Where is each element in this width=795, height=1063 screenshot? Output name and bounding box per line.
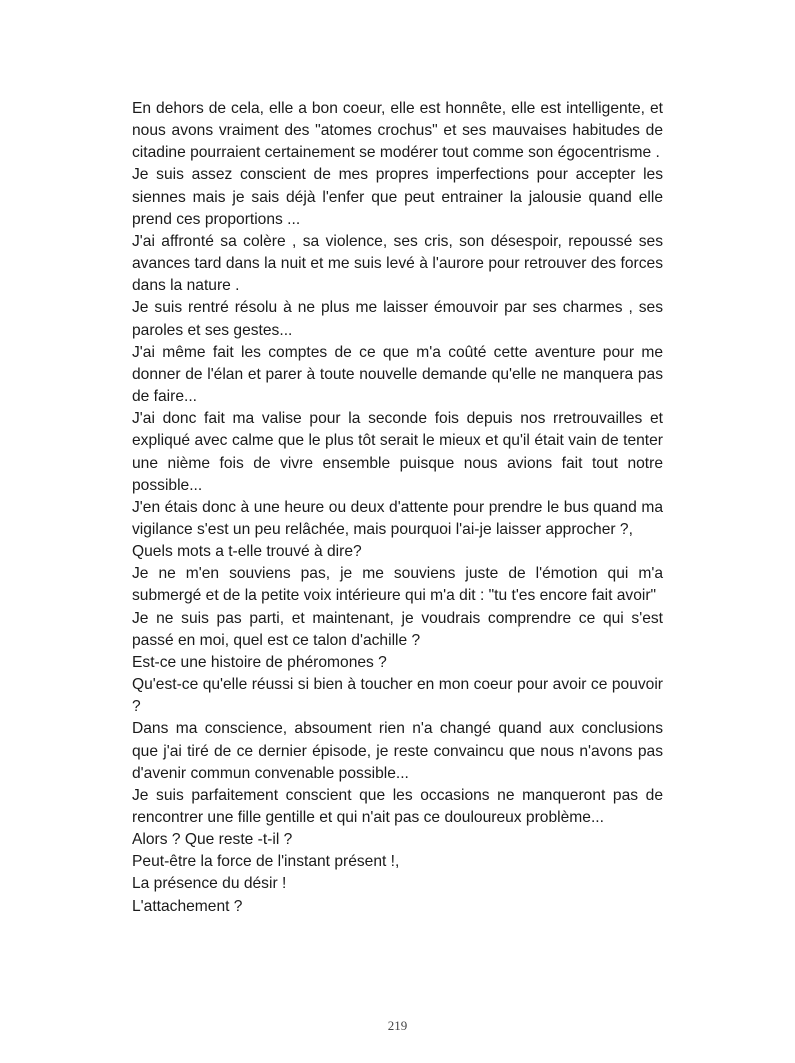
paragraph: Je suis parfaitement conscient que les occasions ne manqueront pas de rencontrer une fille gentille et qui n'ait pas ce douloureux problème... bbox=[132, 786, 663, 826]
paragraph: J'ai donc fait ma valise pour la seconde fois depuis nos rretrouvailles et expliqué avec calme que le plus tôt serait le mieux et qu'il était vain de tenter une nième fois de vivre ensemble puisque nous avions fait tout notre possible... bbox=[132, 410, 663, 494]
paragraph: La présence du désir ! bbox=[132, 875, 287, 893]
paragraph: J'ai affronté sa colère , sa violence, ses cris, son désespoir, repoussé ses avances tard dans la nuit et me suis levé à l'aurore pour retrouver des forces dans la nature . bbox=[132, 232, 663, 295]
paragraph: J'ai même fait les comptes de ce que m'a coûté cette aventure pour me donner de l'élan et parer à toute nouvelle demande qu'elle ne manquera pas de faire... bbox=[132, 343, 663, 406]
page-number: 219 bbox=[387, 1018, 408, 1033]
paragraph: L'attachement ? bbox=[132, 897, 243, 915]
paragraph: En dehors de cela, elle a bon coeur, elle est honnête, elle est intelligente, et nous avons vraiment des "atomes crochus" et ses mauvaises habitudes de citadine pourraient certainement se modérer tout comme son égocentrisme . bbox=[132, 100, 663, 162]
paragraph: Qu'est-ce qu'elle réussi si bien à toucher en mon coeur pour avoir ce pouvoir ? bbox=[132, 676, 663, 716]
paragraph: Alors ? Que reste -t-il ? bbox=[132, 831, 293, 849]
paragraph: Je ne m'en souviens pas, je me souviens juste de l'émotion qui m'a submergé et de la petite voix intérieure qui m'a dit : "tu t'es encore fait avoir" bbox=[132, 565, 663, 605]
paragraph: Peut-être la force de l'instant présent !, bbox=[132, 853, 400, 871]
paragraph: Je ne suis pas parti, et maintenant, je voudrais comprendre ce qui s'est passé en moi, quel est ce talon d'achille ? bbox=[132, 609, 663, 649]
paragraph: Je suis rentré résolu à ne plus me laisser émouvoir par ses charmes , ses paroles et ses gestes... bbox=[132, 299, 663, 339]
paragraph: Quels mots a t-elle trouvé à dire? bbox=[132, 543, 362, 561]
paragraph: Est-ce une histoire de phéromones ? bbox=[132, 653, 387, 671]
paragraph: Dans ma conscience, absoument rien n'a changé quand aux conclusions que j'ai tiré de ce dernier épisode, je reste convaincu que nous n'avons pas d'avenir commun convenable possible... bbox=[132, 720, 663, 782]
body-text bbox=[132, 98, 663, 918]
paragraph: J'en étais donc à une heure ou deux d'attente pour prendre le bus quand ma vigilance s'est un peu relâchée, mais pourquoi l'ai-je laisser approcher ?, bbox=[132, 498, 663, 538]
paragraph: Je suis assez conscient de mes propres imperfections pour accepter les siennes mais je sais déjà l'enfer que peut entrainer la jalousie quand elle prend ces proportions ... bbox=[132, 166, 663, 228]
